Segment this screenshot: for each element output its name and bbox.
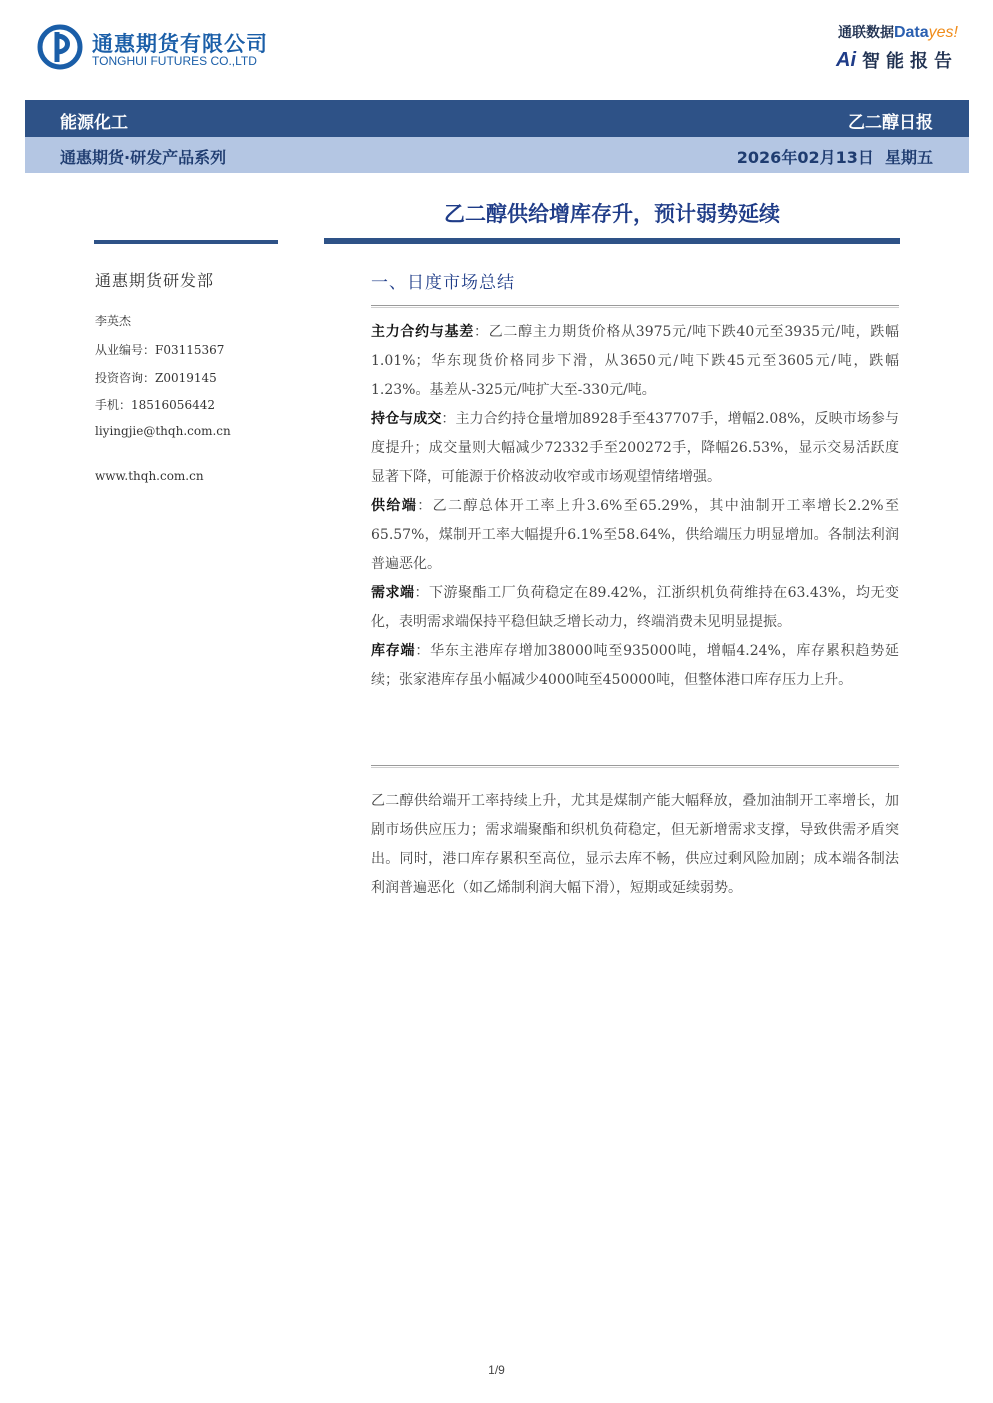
partner-data-word: Data	[893, 24, 929, 41]
paragraph-label: 持仓与成交	[371, 411, 442, 427]
title-rule	[324, 238, 900, 244]
paragraph-inventory	[371, 637, 899, 695]
summary-paragraph: 乙二醇供给端开工率持续上升，尤其是煤制产能大幅释放，叠加油制开工率增长，加剧市场供应压力；需求端聚酯和织机负荷稳定，但无新增需求支撑，导致供需矛盾突出。同时，港口库存累积至高位，显示去库不畅，供应过剩风险加剧；成本端各制法利润普遍恶化（如乙烯制利润大幅下滑），短期或延续弱势。	[371, 793, 899, 896]
research-dept: 通惠期货研发部	[95, 271, 215, 290]
paragraph-text: ：下游聚酯工厂负荷稳定在89.42%，江浙织机负荷维持在63.43%，均无变化，表明需求端保持平稳但缺乏增长动力，终端消费未见明显提振。	[371, 585, 900, 630]
paragraph-label: 库存端	[371, 643, 416, 659]
partner-brand	[838, 22, 958, 42]
paragraph-text: ：乙二醇总体开工率上升3.6%至65.29%，其中油制开工率增长2.2%至65.57%，煤制开工率大幅提升6.1%至58.64%，供给端压力明显增加。各制法利润普遍恶化。	[371, 498, 900, 572]
paragraph-label: 主力合约与基差	[371, 324, 474, 340]
paragraph-label: 供给端	[371, 498, 418, 514]
analyst-name: 李英杰	[95, 314, 132, 328]
paragraph-position-volume	[371, 405, 899, 492]
paragraph-text: ：主力合约持仓量增加8928手至437707手，增幅2.08%，反映市场参与度提升；成交量则大幅减少72332手至200272手，降幅26.53%，显示交易活跃度显著下降，可能源于价格波动收窄或市场观望情绪增强。	[371, 411, 900, 485]
ai-report-label: 智能报告	[862, 51, 958, 72]
section-heading: 一、日度市场总结	[371, 273, 515, 293]
website-link[interactable]: www.thqh.com.cn	[95, 469, 204, 483]
company-name-cn: 通惠期货有限公司	[92, 32, 268, 56]
paragraph-contract-basis	[371, 318, 899, 405]
series-label: 通惠期货·研发产品系列	[60, 148, 227, 167]
partner-prefix: 通联数据	[837, 25, 894, 41]
phone-number: 手机：18516056442	[95, 398, 215, 412]
report-date: 2026年02月13日 星期五	[736, 148, 933, 167]
sector-label: 能源化工	[60, 113, 128, 133]
consult-number: 投资咨询：Z0019145	[95, 371, 217, 385]
report-type-label: 乙二醇日报	[848, 113, 933, 133]
partner-yes-word: yes!	[928, 24, 958, 41]
report-title: 乙二醇供给增库存升，预计弱势延续	[444, 202, 780, 226]
license-number: 从业编号：F03115367	[95, 343, 225, 357]
ai-report-badge	[836, 47, 958, 73]
company-logo-icon	[37, 24, 83, 70]
paragraph-text: ：乙二醇主力期货价格从3975元/吨下跌40元至3935元/吨，跌幅1.01%；华东现货价格同步下滑，从3650元/吨下跌45元至3605元/吨，跌幅1.23%。基差从-325元/吨扩大至-330元/吨。	[371, 324, 899, 398]
market-summary-body	[371, 318, 899, 695]
section-divider-bottom	[371, 765, 899, 768]
header-band-dark	[25, 100, 969, 137]
company-name-en: TONGHUI FUTURES CO.,LTD	[92, 54, 257, 68]
section-divider-top	[371, 305, 899, 308]
paragraph-label: 需求端	[371, 585, 415, 601]
paragraph-supply	[371, 492, 899, 579]
sidebar-rule	[94, 240, 278, 244]
email-link[interactable]: liyingjie@thqh.com.cn	[95, 424, 231, 438]
page-number: 1/9	[488, 1363, 505, 1377]
paragraph-text: ：华东主港库存增加38000吨至935000吨，增幅4.24%，库存累积趋势延续；张家港库存虽小幅减少4000吨至450000吨，但整体港口库存压力上升。	[371, 643, 900, 688]
paragraph-demand	[371, 579, 899, 637]
ai-logo-icon: Ai	[836, 48, 856, 71]
